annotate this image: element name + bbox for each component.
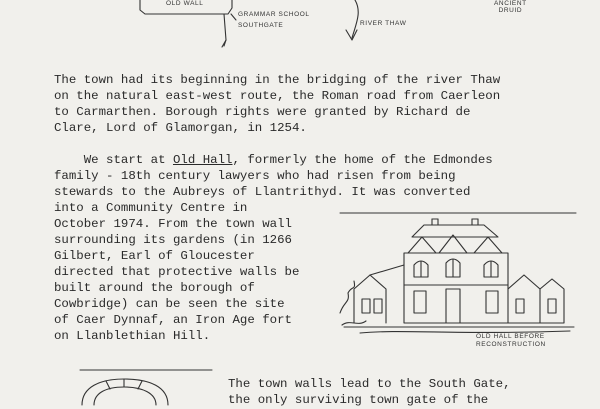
south-gate-sketch (60, 365, 220, 405)
intro-line-4: Clare, Lord of Glamorgan, in 1254. (54, 121, 307, 135)
intro-line-1: The town had its beginning in the bridging of the river Thaw (54, 73, 501, 87)
old-hall-line-3: stewards to the Aubreys of Llantrithyd. It was converted (54, 185, 471, 199)
old-hall-line-1 (54, 153, 493, 169)
map-label-southgate: SOUTHGATE (238, 22, 284, 29)
old-hall-narrow-line-4: Gilbert, Earl of Gloucester (54, 249, 255, 263)
illustration-caption-line-2: RECONSTRUCTION (476, 341, 546, 348)
old-hall-narrow-line-3: surrounding its gardens (in 1266 (54, 233, 292, 247)
map-label-river-thaw: RIVER THAW (360, 20, 407, 27)
intro-line-3: to Carmarthen. Borough rights were granted by Richard de (54, 105, 471, 119)
map-label-ancient-druid: ANCIENT DRUID (494, 0, 527, 14)
old-hall-narrow-line-9: on Llanblethian Hill. (54, 329, 211, 343)
south-gate-line-2: the only surviving town gate of the (228, 393, 489, 407)
map-label-grammar-school: GRAMMAR SCHOOL (238, 11, 310, 18)
illustration-caption-line-1: OLD HALL BEFORE (476, 333, 545, 340)
old-hall-line-1-post: , formerly the home of the Edmondes (232, 153, 493, 167)
old-hall-place-name: Old Hall (172, 153, 233, 167)
old-hall-narrow-line-8: of Caer Dynnaf, an Iron Age fort (54, 313, 292, 327)
old-hall-line-1-pre: We start at (54, 153, 173, 167)
old-hall-line-2: family - 18th century lawyers who had risen from being (54, 169, 456, 183)
old-hall-narrow-line-5: directed that protective walls be (54, 265, 300, 279)
old-hall-narrow-line-2: October 1974. From the town wall (54, 217, 292, 231)
old-hall-narrow-line-6: built around the borough of (54, 281, 255, 295)
old-hall-narrow-line-7: Cowbridge) can be seen the site (54, 297, 285, 311)
intro-line-2: on the natural east-west route, the Roman road from Caerleon (54, 89, 501, 103)
old-hall-narrow-line-1: into a Community Centre in (54, 201, 248, 215)
map-label-old-wall: OLD WALL (166, 0, 204, 7)
south-gate-line-1: The town walls lead to the South Gate, (228, 377, 511, 391)
